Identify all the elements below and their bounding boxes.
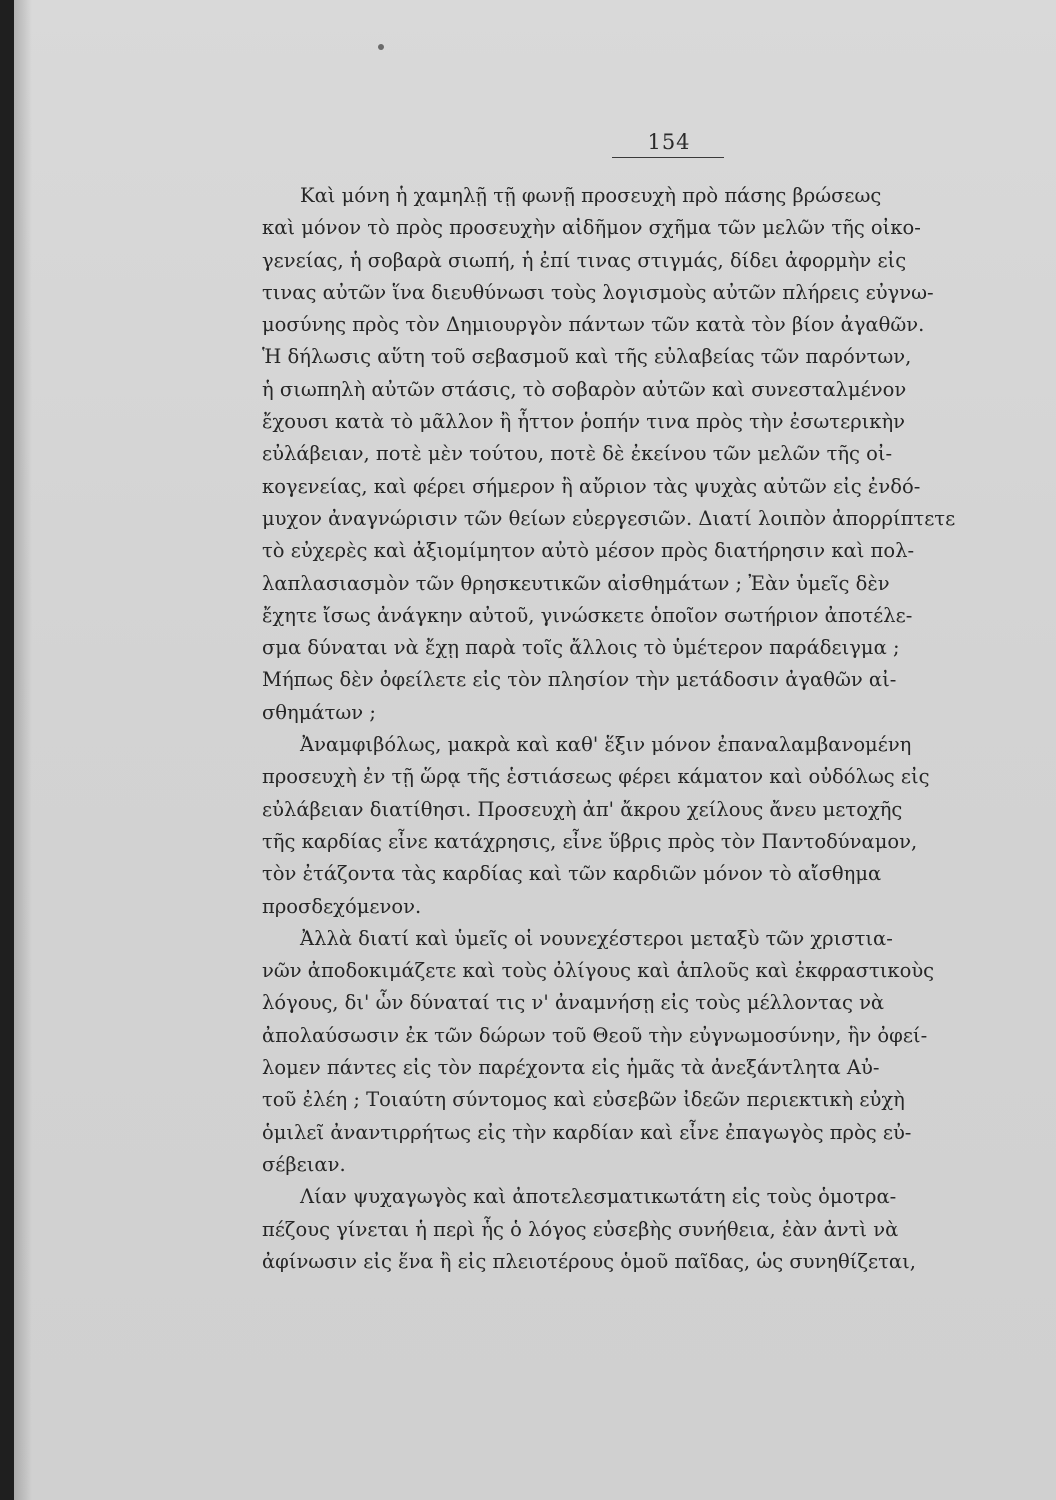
text-line: Ἀλλὰ διατί καὶ ὑμεῖς οἱ νουνεχέστεροι μεταξὺ τῶν χριστια- xyxy=(300,926,893,950)
text-line: Λίαν ψυχαγωγὸς καὶ ἀποτελεσματικωτάτη εἰς τοὺς ὁμοτρα- xyxy=(300,1185,897,1209)
text-line: σθημάτων ; xyxy=(262,700,376,724)
text-line: καὶ μόνον τὸ πρὸς προσευχὴν αἰδῆμον σχῆμα τῶν μελῶν τῆς οἰκο- xyxy=(262,216,921,240)
text-line: σέβειαν. xyxy=(262,1152,346,1176)
text-line: κογενείας, καὶ φέρει σήμερον ἢ αὔριον τὰς ψυχὰς αὐτῶν εἰς ἐνδό- xyxy=(262,474,921,498)
text-line: τινας αὐτῶν ἵνα διευθύνωσι τοὺς λογισμοὺς αὐτῶν πλήρεις εὐγνω- xyxy=(262,280,934,304)
ink-spot xyxy=(378,44,384,50)
text-line: Μήπως δὲν ὀφείλετε εἰς τὸν πλησίον τὴν μετάδοσιν ἀγαθῶν αἰ- xyxy=(262,668,897,692)
text-line: εὐλάβειαν διατίθησι. Προσευχὴ ἀπ' ἄκρου χείλους ἄνευ μετοχῆς xyxy=(262,797,903,821)
text-line: σμα δύναται νὰ ἔχῃ παρὰ τοῖς ἄλλοις τὸ ὑμέτερον παράδειγμα ; xyxy=(262,636,900,660)
text-line: Καὶ μόνη ἡ χαμηλῇ τῇ φωνῇ προσευχὴ πρὸ πάσης βρώσεως xyxy=(300,184,882,207)
text-line: τοῦ ἐλέη ; Τοιαύτη σύντομος καὶ εὐσεβῶν ἰδεῶν περιεκτικὴ εὐχὴ xyxy=(262,1088,905,1112)
text-line: ὁμιλεῖ ἀναντιρρήτως εἰς τὴν καρδίαν καὶ εἶνε ἐπαγωγὸς πρὸς εὐ- xyxy=(262,1120,912,1144)
text-line: μυχον ἀναγνώρισιν τῶν θείων εὐεργεσιῶν. Διατί λοιπὸν ἀπορρίπτετε xyxy=(262,506,956,530)
text-line: τῆς καρδίας εἶνε κατάχρησις, εἶνε ὕβρις πρὸς τὸν Παντοδύναμον, xyxy=(262,829,918,853)
text-line: προσευχὴ ἐν τῇ ὥρᾳ τῆς ἑστιάσεως φέρει κάματον καὶ οὐδόλως εἰς xyxy=(262,765,930,789)
text-line: πέζους γίνεται ἡ περὶ ἧς ὁ λόγος εὐσεβὴς συνήθεια, ἐὰν ἀντὶ νὰ xyxy=(262,1217,899,1241)
text-line: ἀπολαύσωσιν ἐκ τῶν δώρων τοῦ Θεοῦ τὴν εὐγνωμοσύνην, ἣν ὀφεί- xyxy=(262,1023,928,1047)
text-line: λόγους, δι' ὧν δύναταί τις ν' ἀναμνήσῃ εἰς τοὺς μέλλοντας νὰ xyxy=(262,991,885,1015)
text-line: προσδεχόμενον. xyxy=(262,894,422,918)
text-line: εὐλάβειαν, ποτὲ μὲν τούτου, ποτὲ δὲ ἐκείνου τῶν μελῶν τῆς οἰ- xyxy=(262,442,893,466)
text-line: γενείας, ἡ σοβαρὰ σιωπή, ἡ ἐπί τινας στιγμάς, δίδει ἀφορμὴν εἰς xyxy=(262,248,907,272)
text-line: λομεν πάντες εἰς τὸν παρέχοντα εἰς ἡμᾶς τὰ ἀνεξάντλητα Αὐ- xyxy=(262,1056,880,1080)
text-line: ἀφίνωσιν εἰς ἕνα ἢ εἰς πλειοτέρους ὁμοῦ παῖδας, ὡς συνηθίζεται, xyxy=(262,1249,916,1273)
text-line: τὸ εὐχερὲς καὶ ἀξιομίμητον αὐτὸ μέσον πρὸς διατήρησιν καὶ πολ- xyxy=(262,539,915,563)
text-line: Ἀναμφιβόλως, μακρὰ καὶ καθ' ἕξιν μόνον ἐπαναλαμβανομένη xyxy=(300,733,912,757)
text-line: ἔχητε ἴσως ἀνάγκην αὐτοῦ, γινώσκετε ὁποῖον σωτήριον ἀποτέλε- xyxy=(262,603,913,627)
page-number: 154 xyxy=(647,130,691,154)
book-page xyxy=(14,0,1056,1500)
text-line: Ἡ δήλωσις αὕτη τοῦ σεβασμοῦ καὶ τῆς εὐλαβείας τῶν παρόντων, xyxy=(262,345,912,369)
text-line: τὸν ἐτάζοντα τὰς καρδίας καὶ τῶν καρδιῶν μόνον τὸ αἴσθημα xyxy=(262,862,882,886)
body-text xyxy=(262,180,1052,1278)
text-line: νῶν ἀποδοκιμάζετε καὶ τοὺς ὀλίγους καὶ ἁπλοῦς καὶ ἐκφραστικοὺς xyxy=(262,959,935,983)
text-line: λαπλασιασμὸν τῶν θρησκευτικῶν αἰσθημάτων ; Ἐὰν ὑμεῖς δὲν xyxy=(262,571,890,595)
text-line: ἔχουσι κατὰ τὸ μᾶλλον ἢ ἧττον ῥοπήν τινα πρὸς τὴν ἐσωτερικὴν xyxy=(262,410,906,434)
text-line: μοσύνης πρὸς τὸν Δημιουργὸν πάντων τῶν κατὰ τὸν βίον ἀγαθῶν. xyxy=(262,313,925,337)
text-line: ἡ σιωπηλὴ αὐτῶν στάσις, τὸ σοβαρὸν αὐτῶν καὶ συνεσταλμένον xyxy=(262,377,907,401)
page-number-rule xyxy=(612,157,724,158)
